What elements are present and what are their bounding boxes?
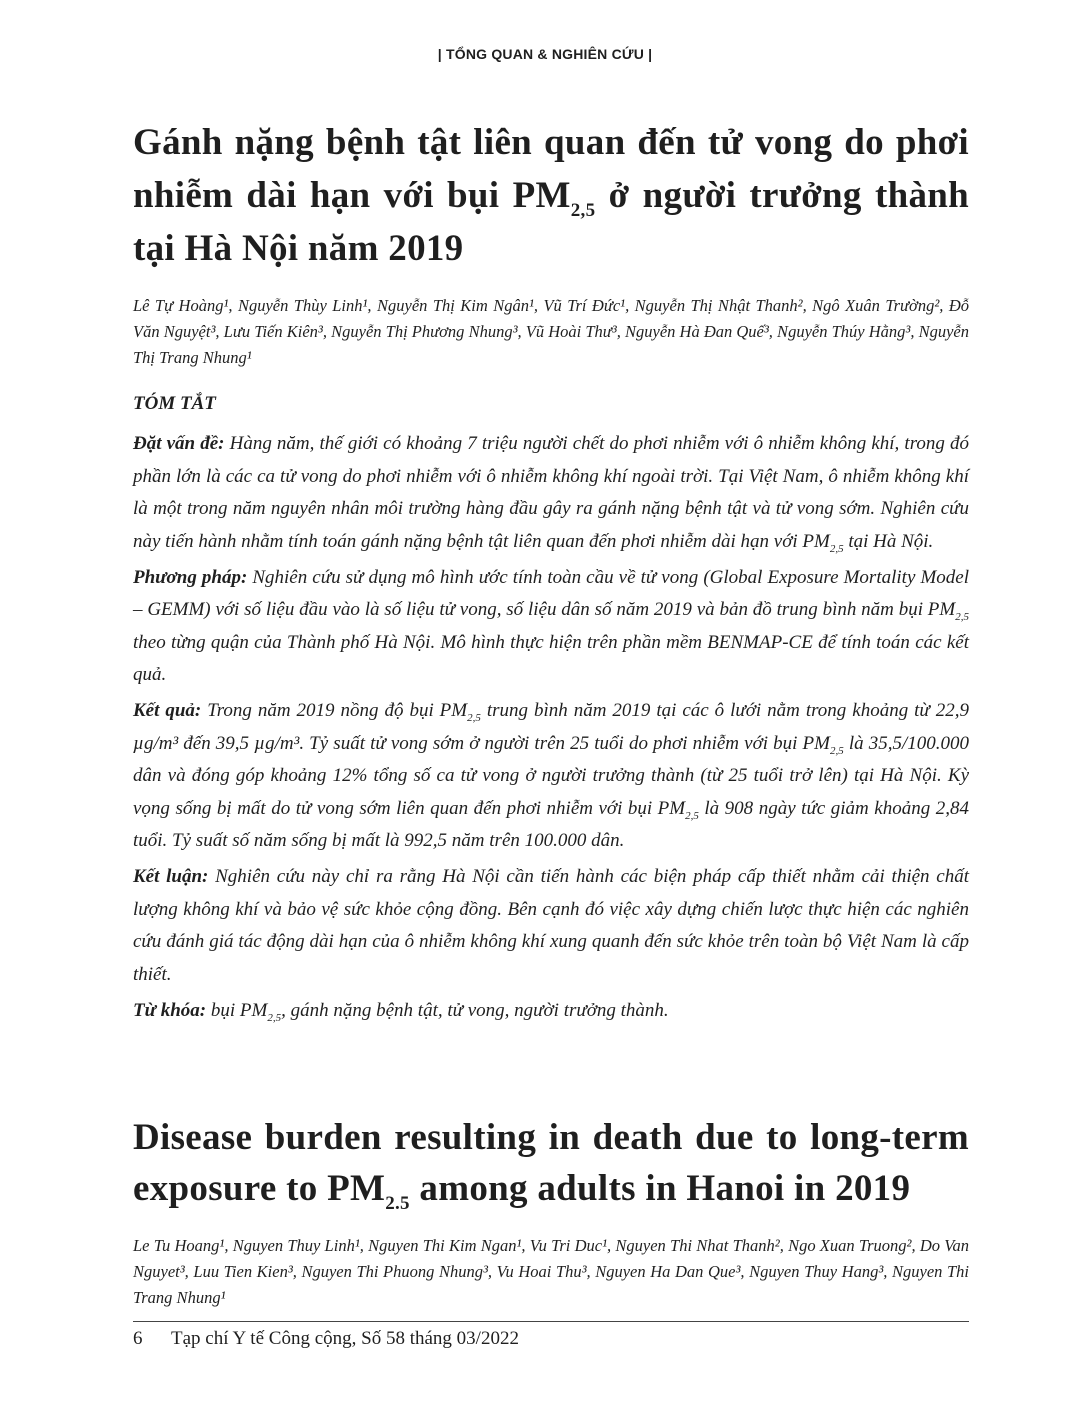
abstract-heading: TÓM TẮT bbox=[133, 393, 216, 414]
pm-subscript: 2,5 bbox=[267, 1011, 282, 1024]
keywords-text: bụi PM bbox=[206, 999, 268, 1021]
page-footer bbox=[133, 1328, 519, 1350]
pm-subscript: 2,5 bbox=[829, 744, 844, 757]
pm-subscript: 2,5 bbox=[685, 809, 699, 822]
abstract-conclusion bbox=[133, 861, 969, 991]
abstract-body bbox=[133, 428, 969, 1031]
results-text-end: là 908 ngày tức giảm khoảng 2,84 tuổi. Tỷ suất số năm sống bị mất là 992,5 năm trên 100.000 dân. bbox=[133, 797, 969, 851]
methods-text-end: theo từng quận của Thành phố Hà Nội. Mô hình thực hiện trên phần mềm BENMAP-CE để tính toán các kết quả. bbox=[133, 631, 969, 685]
page-number: 6 bbox=[133, 1328, 143, 1349]
article-title-vietnamese bbox=[133, 116, 969, 275]
keywords-text-end: , gánh nặng bệnh tật, tử vong, người trưởng thành. bbox=[281, 999, 669, 1021]
results-text: trung bình năm 2019 tại các ô lưới nằm trong khoảng từ 22,9 µg/m³ đến 39,5 µg/m³. Tỷ suất tử vong sớm ở người trên 25 tuổi do phơi nhiễm với bụi PM bbox=[133, 700, 970, 754]
conclusion-text: Nghiên cứu này chỉ ra rằng Hà Nội cần tiến hành các biện pháp cấp thiết nhằm cải thiện chất lượng không khí và bảo vệ sức khỏe cộng đồng. Bên cạnh đó việc xây dựng chiến lược thực hiện các nghiên cứu đánh giá tác động dài hạn của ô nhiễm không khí xung quanh đến sức khỏe trên toàn bộ Việt Nam là cấp thiết. bbox=[133, 866, 969, 985]
methods-text: Nghiên cứu sử dụng mô hình ước tính toàn cầu về tử vong (Global Exposure Mortality Model – GEMM) với số liệu đầu vào là số liệu tử vong, số liệu dân số năm 2019 và bản đồ trung bình năm bụi PM bbox=[133, 566, 969, 620]
methods-label: Phương pháp: bbox=[133, 566, 248, 588]
title-en-subscript: 2.5 bbox=[385, 1193, 410, 1214]
title-vn-subscript: 2,5 bbox=[570, 200, 596, 221]
results-label: Kết quả: bbox=[133, 700, 202, 721]
abstract-keywords bbox=[133, 995, 969, 1028]
footer-divider bbox=[133, 1321, 969, 1322]
conclusion-label: Kết luận: bbox=[133, 866, 209, 887]
author-list-english: Le Tu Hoang¹, Nguyen Thuy Linh¹, Nguyen Thi Kim Ngan¹, Vu Tri Duc¹, Nguyen Thi Nhat Thanh², Ngo Xuan Truong², Do Van Nguyet³, Luu Tien Kien³, Nguyen Thi Phuong Nhung³, Vu Hoai Thu³, Nguyen Ha Dan Que³, Nguyen Thuy Hang³, Nguyen Thi Trang Nhung¹ bbox=[133, 1236, 969, 1307]
title-vn-text-end: ở người trưởng thành tại Hà Nội năm 2019 bbox=[133, 175, 970, 269]
pm-subscript: 2,5 bbox=[467, 712, 481, 724]
article-title-english bbox=[133, 1112, 969, 1214]
keywords-label: Từ khóa: bbox=[133, 999, 207, 1021]
pm-subscript: 2,5 bbox=[829, 542, 844, 555]
background-label: Đặt vấn đề: bbox=[133, 433, 225, 454]
results-text: là 35,5/100.000 dân và đóng góp khoảng 12% tổng số ca tử vong ở người trưởng thành (từ 25 tuổi trở lên) tại Hà Nội. Kỳ vọng sống bị mất do tử vong sớm liên quan đến phơi nhiễm với bụi PM bbox=[133, 732, 969, 819]
title-vn-text: Gánh nặng bệnh tật liên quan đến tử vong do phơi nhiễm dài hạn với bụi PM bbox=[133, 122, 969, 216]
author-list-vietnamese: Lê Tự Hoàng¹, Nguyễn Thùy Linh¹, Nguyễn Thị Kim Ngân¹, Vũ Trí Đức¹, Nguyễn Thị Nhật Thanh², Ngô Xuân Trường², Đỗ Văn Nguyệt³, Lưu Tiến Kiên³, Nguyễn Thị Phương Nhung³, Vũ Hoài Thư³, Nguyễn Hà Đan Quế³, Nguyễn Thúy Hằng³, Nguyễn Thị Trang Nhung¹ bbox=[133, 296, 969, 367]
title-en-text-end: among adults in Hanoi in 2019 bbox=[409, 1168, 911, 1209]
abstract-background bbox=[133, 428, 969, 558]
results-text: Trong năm 2019 nồng độ bụi PM bbox=[201, 700, 468, 721]
section-header: | TỔNG QUAN & NGHIÊN CỨU | bbox=[437, 46, 653, 62]
abstract-methods bbox=[133, 562, 969, 692]
background-text: Hàng năm, thế giới có khoảng 7 triệu người chết do phơi nhiễm với ô nhiễm không khí, trong đó phần lớn là các ca tử vong do phơi nhiễm với ô nhiễm không khí ngoài trời. Tại Việt Nam, ô nhiễm không khí là một trong năm nguyên nhân môi trường hàng đầu gây ra gánh nặng bệnh tật và tử vong sớm. Nghiên cứu này tiến hành nhằm tính toán gánh nặng bệnh tật liên quan đến phơi nhiễm dài hạn với PM bbox=[133, 433, 969, 552]
journal-citation: Tạp chí Y tế Công cộng, Số 58 tháng 03/2022 bbox=[171, 1328, 519, 1349]
background-text-end: tại Hà Nội. bbox=[843, 530, 934, 552]
abstract-results bbox=[133, 695, 969, 858]
title-en-text: Disease burden resulting in death due to long-term exposure to PM bbox=[133, 1117, 969, 1209]
pm-subscript: 2,5 bbox=[955, 611, 969, 623]
